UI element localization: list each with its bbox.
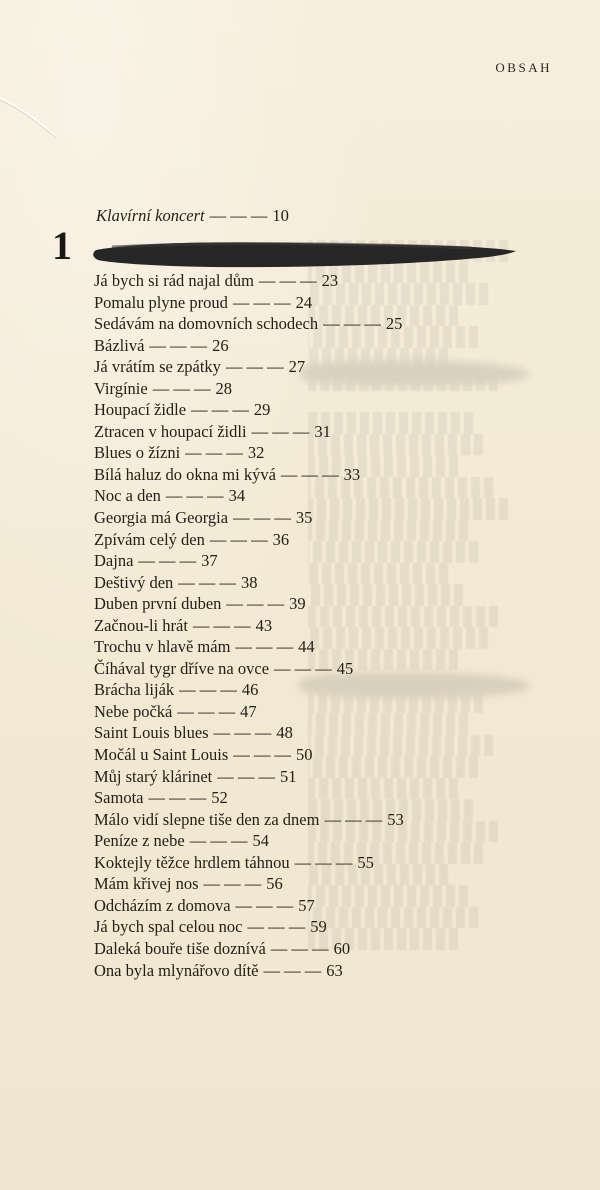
- toc-entry-dashes: — — —: [138, 551, 197, 571]
- toc-entry: [94, 464, 404, 486]
- toc-entry-page-number: 23: [321, 271, 339, 290]
- toc-entry-page-number: 46: [241, 680, 259, 700]
- toc-entry-title: Ona byla mlynářovo dítě: [94, 960, 259, 980]
- toc-entry-dashes: — — —: [148, 788, 207, 808]
- toc-entry-page-number: 24: [295, 292, 313, 312]
- toc-entry-dashes: — — —: [177, 701, 236, 721]
- toc-entry-page-number: 26: [212, 335, 229, 355]
- toc-entry-page-number: 50: [296, 745, 313, 765]
- toc-entry-dashes: — — —: [323, 314, 381, 334]
- toc-entry: [94, 787, 404, 809]
- toc-entry-dashes: — — —: [235, 895, 294, 915]
- toc-entry-page-number: 51: [279, 766, 297, 786]
- toc-entry-page-number: 43: [255, 615, 273, 635]
- toc-entry-title: Houpací židle: [94, 400, 187, 420]
- toc-entry-title: Pomalu plyne proud: [94, 292, 228, 312]
- toc-entry-title: Nebe počká: [94, 701, 173, 721]
- toc-entry-title: Mám křivej nos: [94, 874, 199, 894]
- toc-entry-title: Dajna: [94, 551, 134, 571]
- toc-entry-dashes: — — —: [263, 960, 322, 980]
- toc-entry-dashes: — — —: [258, 271, 317, 290]
- toc-entry-dashes: — — —: [274, 658, 332, 678]
- toc-entry: [94, 658, 404, 680]
- toc-entry: [94, 701, 404, 723]
- toc-entry-page-number: 55: [357, 852, 374, 872]
- toc-entry-title: Georgia má Georgia: [94, 508, 229, 528]
- toc-entry-title: Bílá haluz do okna mi kývá: [94, 464, 276, 484]
- toc-entry: [94, 830, 404, 852]
- toc-entry-page-number: 25: [385, 314, 403, 334]
- toc-entry-dashes: — — —: [233, 745, 292, 765]
- toc-entry-dashes: — — —: [324, 809, 383, 829]
- toc-entry-title: Můj starý klárinet: [94, 766, 213, 786]
- toc-entry: [94, 335, 404, 357]
- toc-entry-page-number: 47: [240, 701, 257, 721]
- toc-entry-page-number: 28: [215, 378, 232, 398]
- toc-entry-title: Zpívám celý den: [94, 529, 205, 549]
- toc-entry: [94, 895, 404, 917]
- table-of-contents: [94, 270, 404, 981]
- toc-entry: [94, 636, 404, 658]
- toc-entry-dashes: — — —: [294, 852, 353, 872]
- toc-entry-dashes: — — —: [152, 378, 211, 398]
- toc-entry-title: Já bych spal celou noc: [94, 917, 243, 937]
- toc-entry: [94, 593, 404, 615]
- redaction-mark: [92, 238, 518, 272]
- toc-entry-page-number: 38: [241, 572, 258, 592]
- toc-entry-title: Koktejly těžce hrdlem táhnou: [94, 852, 290, 872]
- toc-entry: [94, 916, 404, 938]
- toc-entry-title: Deštivý den: [94, 572, 174, 592]
- toc-entry-dashes: — — —: [185, 443, 243, 463]
- toc-entry-page-number: 44: [298, 637, 315, 657]
- toc-entry-dashes: — — —: [226, 594, 285, 614]
- toc-entry-title: Peníze z nebe: [94, 831, 185, 851]
- toc-entry-page-number: 34: [228, 486, 246, 506]
- toc-entry-dashes: — — —: [233, 508, 291, 528]
- toc-entry: [94, 722, 404, 744]
- toc-entry-dashes: — — —: [203, 874, 262, 894]
- section-heading: OBSAH: [495, 60, 552, 75]
- toc-entry-dashes: — — —: [192, 615, 251, 635]
- toc-entry-dashes: — — —: [280, 464, 339, 484]
- toc-entry-dashes: — — —: [235, 637, 294, 657]
- intro-entry: [96, 206, 289, 226]
- toc-entry-page-number: 29: [253, 400, 271, 420]
- toc-entry: [94, 442, 404, 464]
- toc-entry-page-number: 37: [201, 551, 218, 571]
- toc-entry-title: Já bych si rád najal dům: [94, 271, 254, 290]
- toc-entry: [94, 529, 404, 551]
- toc-entry-dashes: — — —: [247, 917, 306, 937]
- toc-entry-dashes: — — —: [213, 723, 272, 743]
- toc-entry: [94, 852, 404, 874]
- toc-entry-title: Začnou-li hrát: [94, 615, 188, 635]
- toc-entry-page-number: 59: [310, 917, 327, 937]
- intro-title: Klavírní koncert: [96, 206, 205, 225]
- toc-entry-page-number: 54: [252, 831, 269, 851]
- toc-entry-title: Trochu v hlavě mám: [94, 637, 231, 657]
- section-number: 1: [52, 223, 72, 268]
- toc-entry: [94, 378, 404, 400]
- toc-entry-dashes: — — —: [217, 766, 275, 786]
- toc-entry: [94, 485, 404, 507]
- toc-entry-title: Brácha liják: [94, 680, 175, 700]
- toc-entry-page-number: 48: [276, 723, 293, 743]
- toc-entry-dashes: — — —: [189, 831, 248, 851]
- toc-entry-title: Saint Louis blues: [94, 723, 209, 743]
- toc-entry: [94, 507, 404, 529]
- toc-entry-title: Já vrátím se zpátky: [94, 357, 221, 377]
- toc-entry: [94, 572, 404, 594]
- toc-entry: [94, 421, 404, 443]
- toc-entry-dashes: — — —: [178, 572, 237, 592]
- toc-entry-dashes: — — —: [225, 357, 284, 377]
- toc-entry-title: Duben první duben: [94, 594, 222, 614]
- toc-entry-page-number: 52: [211, 788, 228, 808]
- toc-entry: [94, 873, 404, 895]
- toc-entry: [94, 615, 404, 637]
- toc-entry: [94, 356, 404, 378]
- toc-entry-title: Málo vidí slepne tiše den za dnem: [94, 809, 320, 829]
- toc-entry: [94, 679, 404, 701]
- toc-entry-page-number: 53: [387, 809, 404, 829]
- toc-entry-title: Noc a den: [94, 486, 161, 506]
- toc-entry-page-number: 39: [289, 594, 306, 614]
- toc-entry-dashes: — — —: [191, 400, 249, 420]
- toc-entry-page-number: 36: [272, 529, 290, 549]
- toc-entry: [94, 550, 404, 572]
- toc-entry: [94, 809, 404, 831]
- toc-entry: [94, 313, 404, 335]
- toc-entry-title: Sedávám na domovních schodech: [94, 314, 319, 334]
- toc-entry: [94, 960, 404, 982]
- toc-entry-dashes: — — —: [179, 680, 237, 700]
- intro-dashes: — — —: [209, 206, 268, 225]
- toc-entry: [94, 270, 404, 292]
- toc-entry-page-number: 56: [266, 874, 283, 894]
- toc-entry: [94, 399, 404, 421]
- toc-entry-title: Číhával tygr dříve na ovce: [94, 658, 270, 678]
- toc-entry-dashes: — — —: [149, 335, 208, 355]
- toc-entry-page-number: 57: [298, 895, 315, 915]
- toc-entry-page-number: 33: [343, 464, 361, 484]
- toc-entry-dashes: — — —: [165, 486, 224, 506]
- toc-entry-page-number: 60: [333, 938, 351, 958]
- toc-entry-page-number: 35: [295, 508, 313, 528]
- paper-crease: [0, 90, 60, 150]
- toc-entry-title: Virgínie: [94, 378, 148, 398]
- toc-entry-dashes: — — —: [232, 292, 291, 312]
- toc-entry-title: Blues o žízni: [94, 443, 181, 463]
- toc-entry: [94, 766, 404, 788]
- toc-entry-page-number: 63: [326, 960, 343, 980]
- toc-entry-title: Bázlivá: [94, 335, 145, 355]
- toc-entry-dashes: — — —: [209, 529, 268, 549]
- toc-entry-page-number: 31: [314, 421, 331, 441]
- toc-entry-title: Odcházím z domova: [94, 895, 231, 915]
- intro-page-number: 10: [272, 206, 289, 225]
- toc-entry: [94, 292, 404, 314]
- toc-entry-page-number: 27: [288, 357, 306, 377]
- toc-entry-title: Daleká bouře tiše doznívá: [94, 938, 266, 958]
- toc-entry-title: Močál u Saint Louis: [94, 745, 229, 765]
- toc-entry: [94, 938, 404, 960]
- toc-entry-title: Ztracen v houpací židli: [94, 421, 247, 441]
- toc-entry-dashes: — — —: [270, 938, 329, 958]
- toc-entry-dashes: — — —: [251, 421, 310, 441]
- toc-entry-title: Samota: [94, 788, 144, 808]
- toc-entry-page-number: 45: [336, 658, 354, 678]
- toc-entry: [94, 744, 404, 766]
- toc-entry-page-number: 32: [247, 443, 265, 463]
